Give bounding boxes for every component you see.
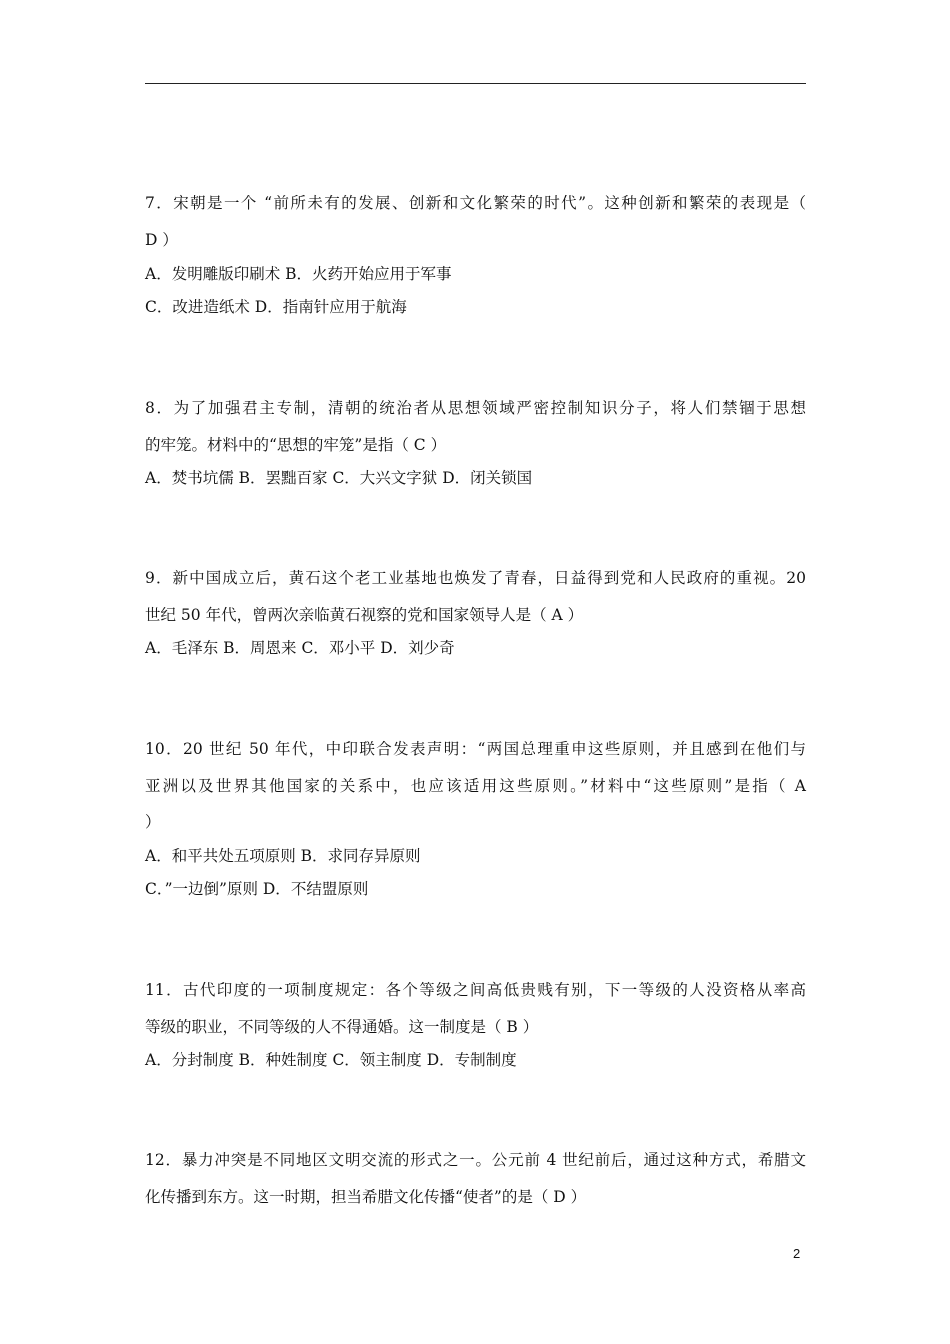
question-9-stem-line-2: 世纪 50 年代，曾两次亲临黄石视察的党和国家领导人是（ A ） (145, 606, 584, 624)
question-11-stem-line-2: 等级的职业，不同等级的人不得通婚。这一制度是（ B ） (145, 1018, 539, 1036)
question-8-option-line-1: A．焚书坑儒 B．罢黜百家 C．大兴文字狱 D．闭关锁国 (145, 469, 533, 487)
page-number: 2 (793, 1246, 801, 1261)
question-7-stem-line-1: 7．宋朝是一个 “前所未有的发展、创新和文化繁荣的时代”。这种创新和繁荣的表现是（ (145, 194, 806, 212)
question-12-stem-line-2: 化传播到东方。这一时期，担当希腊文化传播“使者”的是（ D ） (145, 1188, 587, 1206)
question-10-option-line-2: C．”一边倒”原则 D．不结盟原则 (145, 880, 369, 898)
question-8-stem-line-2: 的牢笼。材料中的“思想的牢笼”是指（ C ） (145, 436, 447, 454)
question-7-option-line-2: C．改进造纸术 D．指南针应用于航海 (145, 298, 407, 316)
question-11-option-line-1: A．分封制度 B．种姓制度 C．领主制度 D．专制制度 (145, 1051, 517, 1069)
header-rule (145, 83, 806, 84)
question-7-option-line-1: A．发明雕版印刷术 B．火药开始应用于军事 (145, 265, 452, 283)
question-10-option-line-1: A．和平共处五项原则 B．求同存异原则 (145, 847, 421, 865)
question-10-stem-line-1: 10．20 世纪 50 年代，中印联合发表声明：“两国总理重申这些原则，并且感到在他们与 (145, 740, 806, 758)
question-9-stem-line-1: 9．新中国成立后，黄石这个老工业基地也焕发了青春，日益得到党和人民政府的重视。20 (145, 569, 806, 587)
question-10-stem-line-3: ） (145, 813, 161, 831)
question-7-stem-line-2: D ） (145, 231, 178, 249)
question-11-stem-line-1: 11．古代印度的一项制度规定：各个等级之间高低贵贱有别，下一等级的人没资格从率高 (145, 981, 806, 999)
question-10-stem-line-2: 亚洲以及世界其他国家的关系中，也应该适用这些原则。”材料中“这些原则”是指（ A (145, 777, 806, 795)
question-12-stem-line-1: 12．暴力冲突是不同地区文明交流的形式之一。公元前 4 世纪前后，通过这种方式，希腊文 (145, 1151, 806, 1169)
question-8-stem-line-1: 8．为了加强君主专制，清朝的统治者从思想领域严密控制知识分子，将人们禁锢于思想 (145, 399, 806, 417)
question-9-option-line-1: A．毛泽东 B．周恩来 C．邓小平 D．刘少奇 (145, 639, 455, 657)
